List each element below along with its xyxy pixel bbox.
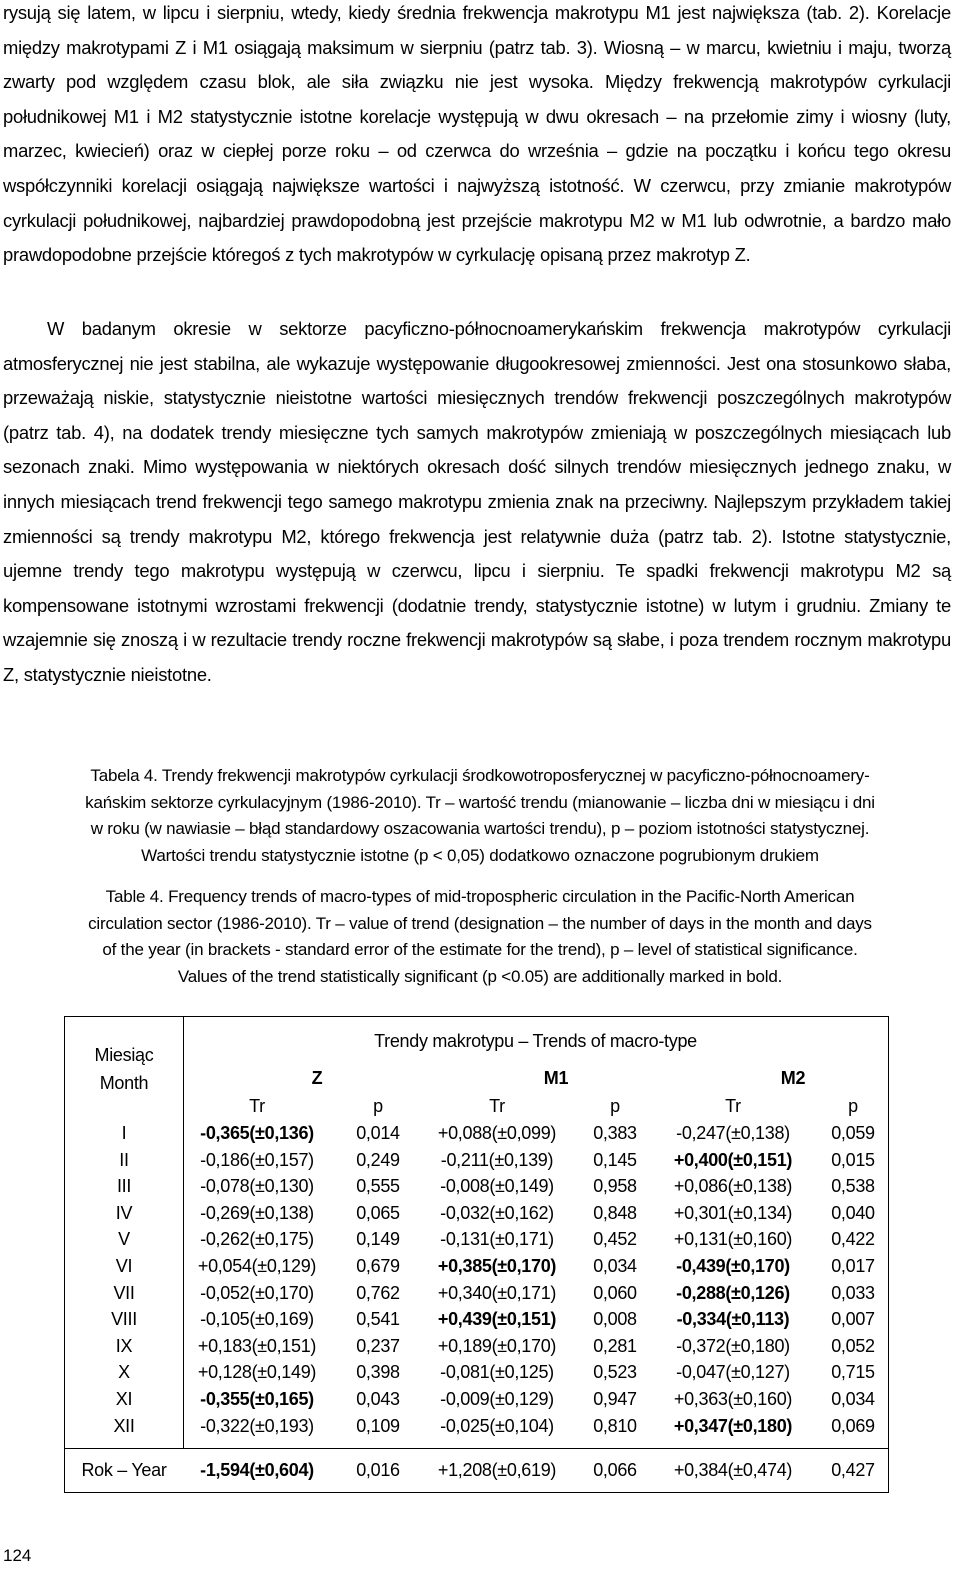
p-value: 0,947 xyxy=(593,1389,637,1409)
p-value: 0,237 xyxy=(356,1335,400,1356)
trend-value: +0,347(±0,180) xyxy=(673,1415,793,1436)
trend-value: +1,208(±0,619) xyxy=(437,1460,557,1480)
trend-value: -0,009(±0,129) xyxy=(440,1389,554,1409)
month-label: VII xyxy=(113,1282,135,1303)
trend-value: -0,008(±0,149) xyxy=(440,1176,554,1197)
caption-line: kańskim sektorze cyrkulacyjnym (1986-2010). Tr – wartość trendu (mianowanie – liczba dni w miesiącu i dni xyxy=(85,792,875,812)
trend-value: -0,025(±0,104) xyxy=(440,1415,554,1436)
caption-line: w roku (w nawiasie – błąd standardowy oszacowania wartości trendu), p – poziom istotności statystycznej. xyxy=(90,819,870,838)
trend-value: +0,131(±0,160) xyxy=(673,1229,793,1250)
p-value: 0,810 xyxy=(593,1415,637,1436)
p-value: 0,066 xyxy=(593,1460,637,1480)
trend-value: +0,054(±0,129) xyxy=(197,1256,317,1276)
p-value: 0,015 xyxy=(831,1149,875,1170)
trend-value: -0,372(±0,180) xyxy=(676,1335,790,1356)
table-caption-en xyxy=(10,884,950,990)
p-value: 0,281 xyxy=(593,1335,637,1356)
trend-value: +0,439(±0,151) xyxy=(437,1309,557,1330)
trend-value: +0,340(±0,171) xyxy=(437,1282,557,1303)
caption-line: Table 4. Frequency trends of macro-types of mid-tropospheric circulation in the Pacific-North American xyxy=(105,887,855,906)
p-value: 0,145 xyxy=(593,1149,637,1170)
p-value: 0,555 xyxy=(356,1176,400,1197)
trends-table xyxy=(64,1016,889,1493)
month-label: XII xyxy=(113,1415,135,1436)
caption-line: Wartości trendu statystycznie istotne (p < 0,05) dodatkowo oznaczone pogrubionym drukiem xyxy=(141,845,819,865)
month-label: IX xyxy=(115,1335,133,1356)
trend-value: +0,128(±0,149) xyxy=(197,1362,317,1383)
trend-value: -0,334(±0,113) xyxy=(676,1309,790,1330)
caption-line: of the year (in brackets - standard error of the estimate for the trend), p – level of statistical significance. xyxy=(102,940,858,959)
trend-value: +0,088(±0,099) xyxy=(437,1123,557,1143)
trend-value: -1,594(±0,604) xyxy=(200,1460,314,1480)
trend-value: -0,081(±0,125) xyxy=(440,1362,554,1383)
trend-value: -0,247(±0,138) xyxy=(676,1123,790,1143)
p-value: 0,017 xyxy=(831,1256,875,1276)
p-value: 0,958 xyxy=(593,1176,637,1197)
p-value: 0,014 xyxy=(356,1123,400,1143)
group-header: Trendy makrotypu – Trends of macro-type xyxy=(374,1031,697,1051)
p-value: 0,043 xyxy=(356,1389,400,1409)
month-label: I xyxy=(121,1123,127,1143)
month-label: X xyxy=(118,1362,130,1383)
trend-value: -0,047(±0,127) xyxy=(676,1362,790,1383)
p-value: 0,052 xyxy=(831,1335,875,1356)
trend-value: +0,400(±0,151) xyxy=(673,1149,793,1170)
table-divider xyxy=(183,1017,184,1448)
p-value: 0,249 xyxy=(356,1149,400,1170)
trend-value: +0,183(±0,151) xyxy=(197,1335,317,1356)
trend-value: +0,384(±0,474) xyxy=(673,1460,793,1480)
month-header-pl: Miesiąc xyxy=(94,1045,154,1065)
p-value: 0,383 xyxy=(593,1123,637,1143)
p-value: 0,427 xyxy=(831,1460,875,1480)
p-value: 0,065 xyxy=(356,1202,400,1223)
trend-value: -0,131(±0,171) xyxy=(440,1229,554,1250)
p-value: 0,016 xyxy=(356,1460,400,1480)
month-label: IV xyxy=(115,1202,133,1223)
trend-value: +0,363(±0,160) xyxy=(673,1389,793,1409)
trend-value: -0,365(±0,136) xyxy=(200,1123,314,1143)
trend-value: -0,288(±0,126) xyxy=(676,1282,790,1303)
caption-line: Values of the trend statistically significant (p <0.05) are additionally marked in bold. xyxy=(177,966,783,986)
trend-value: +0,189(±0,170) xyxy=(437,1335,557,1356)
p-value: 0,034 xyxy=(831,1389,875,1409)
p-value: 0,007 xyxy=(831,1309,875,1330)
p-value: 0,034 xyxy=(593,1256,637,1276)
trend-value: -0,211(±0,139) xyxy=(440,1149,554,1170)
column-header: p xyxy=(610,1096,620,1116)
p-value: 0,060 xyxy=(593,1282,637,1303)
column-header: Tr xyxy=(489,1096,505,1116)
trend-value: +0,086(±0,138) xyxy=(673,1176,793,1197)
column-header: Tr xyxy=(249,1096,265,1116)
p-value: 0,109 xyxy=(356,1415,400,1436)
trend-value: -0,439(±0,170) xyxy=(676,1256,790,1276)
macrotype-header: M2 xyxy=(780,1068,806,1088)
p-value: 0,149 xyxy=(356,1229,400,1250)
month-header-en: Month xyxy=(99,1073,149,1093)
p-value: 0,059 xyxy=(831,1123,875,1143)
trend-value: +0,301(±0,134) xyxy=(673,1202,793,1223)
table-caption-pl xyxy=(10,763,950,869)
p-value: 0,398 xyxy=(356,1362,400,1383)
trend-value: -0,186(±0,157) xyxy=(200,1149,314,1170)
p-value: 0,452 xyxy=(593,1229,637,1250)
p-value: 0,715 xyxy=(831,1362,875,1383)
month-label: V xyxy=(118,1229,130,1250)
body-paragraph-2: W badanym okresie w sektorze pacyficzno-północnoamerykańskim frekwencja makrotypów cyrkulacji atmosferycznej nie jest stabilna, ale wykazuje występowanie długookresowej zmienności. Jest ona stosunkowo słaba, przeważają niskie, statystycznie nieistotne wartości miesięcznych trendów frekwencji poszczególnych makrotypów (patrz tab. 4), na dodatek trendy miesięczne tych samych makrotypów zmieniają w poszczególnych miesiącach lub sezonach znaki. Mimo występowania w niektórych okresach dość silnych trendów miesięcznych jednego znaku, w innych miesiącach trend frekwencji tego samego makrotypu zmienia znak na przeciwny. Najlepszym przykładem takiej zmienności są trendy makrotypu M2, którego frekwencja jest relatywnie duża (patrz tab. 2). Istotne statystycznie, ujemne trendy tego makrotypu występują w czerwcu, lipcu i sierpniu. Te spadki frekwencji makrotypu M2 są kompensowane istotnymi wzrostami frekwencji (dodatnie trendy, statystycznie istotne) w lutym i grudniu. Zmiany te wzajemnie się znoszą i w rezultacie trendy roczne frekwencji makrotypów są słabe, i poza trendem rocznym makrotypu Z, statystycznie nieistotne. xyxy=(3,318,951,685)
trend-value: -0,032(±0,162) xyxy=(440,1202,554,1223)
trend-value: -0,355(±0,165) xyxy=(200,1389,314,1409)
column-header: p xyxy=(848,1096,858,1116)
caption-line: circulation sector (1986-2010). Tr – value of trend (designation – the number of days in the month and days xyxy=(88,913,872,933)
year-label: Rok – Year xyxy=(81,1460,167,1480)
p-value: 0,762 xyxy=(356,1282,400,1303)
body-paragraph-1: rysują się latem, w lipcu i sierpniu, wtedy, kiedy średnia frekwencja makrotypu M1 jest największa (tab. 2). Korelacje między makrotypami Z i M1 osiągają maksimum w sierpniu (patrz tab. 3). Wiosną – w marcu, kwietniu i maju, tworzą zwarty pod względem czasu blok, ale siła związku nie jest wysoka. Między frekwencją makrotypów cyrkulacji południkowej M1 i M2 statystycznie istotne korelacje występują w dwu okresach – na przełomie zimy i wiosny (luty, marzec, kwiecień) oraz w ciepłej porze roku – od czerwca do września – gdzie na początku i końcu tego okresu współczynniki korelacji osiągają największe wartości i najwyższą istotność. W czerwcu, przy zmianie makrotypów cyrkulacji południkowej, najbardziej prawdopodobną jest przejście makrotypu M2 w M1 lub odwrotnie, a bardzo mało prawdopodobne przejście któregoś z tych makrotypów w cyrkulację opisaną przez makrotyp Z. xyxy=(3,2,951,266)
month-label: VIII xyxy=(111,1309,137,1330)
trend-value: -0,269(±0,138) xyxy=(200,1202,314,1223)
trend-value: +0,385(±0,170) xyxy=(437,1256,557,1276)
p-value: 0,538 xyxy=(831,1176,875,1197)
p-value: 0,008 xyxy=(593,1309,637,1330)
trend-value: -0,262(±0,175) xyxy=(200,1229,314,1250)
month-label: II xyxy=(119,1149,129,1170)
month-label: XI xyxy=(115,1389,133,1409)
p-value: 0,040 xyxy=(831,1202,875,1223)
page-number: 124 xyxy=(3,1546,32,1565)
month-label: VI xyxy=(115,1256,133,1276)
column-header: Tr xyxy=(725,1096,741,1116)
p-value: 0,033 xyxy=(831,1282,875,1303)
caption-line: Tabela 4. Trendy frekwencji makrotypów cyrkulacji środkowotroposferycznej w pacyficzno-północnoamery- xyxy=(90,766,870,785)
macrotype-header: Z xyxy=(311,1068,323,1088)
p-value: 0,422 xyxy=(831,1229,875,1250)
trend-value: -0,078(±0,130) xyxy=(200,1176,314,1197)
table-divider xyxy=(65,1448,888,1449)
p-value: 0,541 xyxy=(356,1309,400,1330)
column-header: p xyxy=(373,1096,383,1116)
p-value: 0,069 xyxy=(831,1415,875,1436)
macrotype-header: M1 xyxy=(543,1068,569,1088)
trend-value: -0,322(±0,193) xyxy=(200,1415,314,1436)
p-value: 0,848 xyxy=(593,1202,637,1223)
p-value: 0,523 xyxy=(593,1362,637,1383)
p-value: 0,679 xyxy=(356,1256,400,1276)
trend-value: -0,105(±0,169) xyxy=(200,1309,314,1330)
trend-value: -0,052(±0,170) xyxy=(200,1282,314,1303)
month-label: III xyxy=(116,1176,132,1197)
